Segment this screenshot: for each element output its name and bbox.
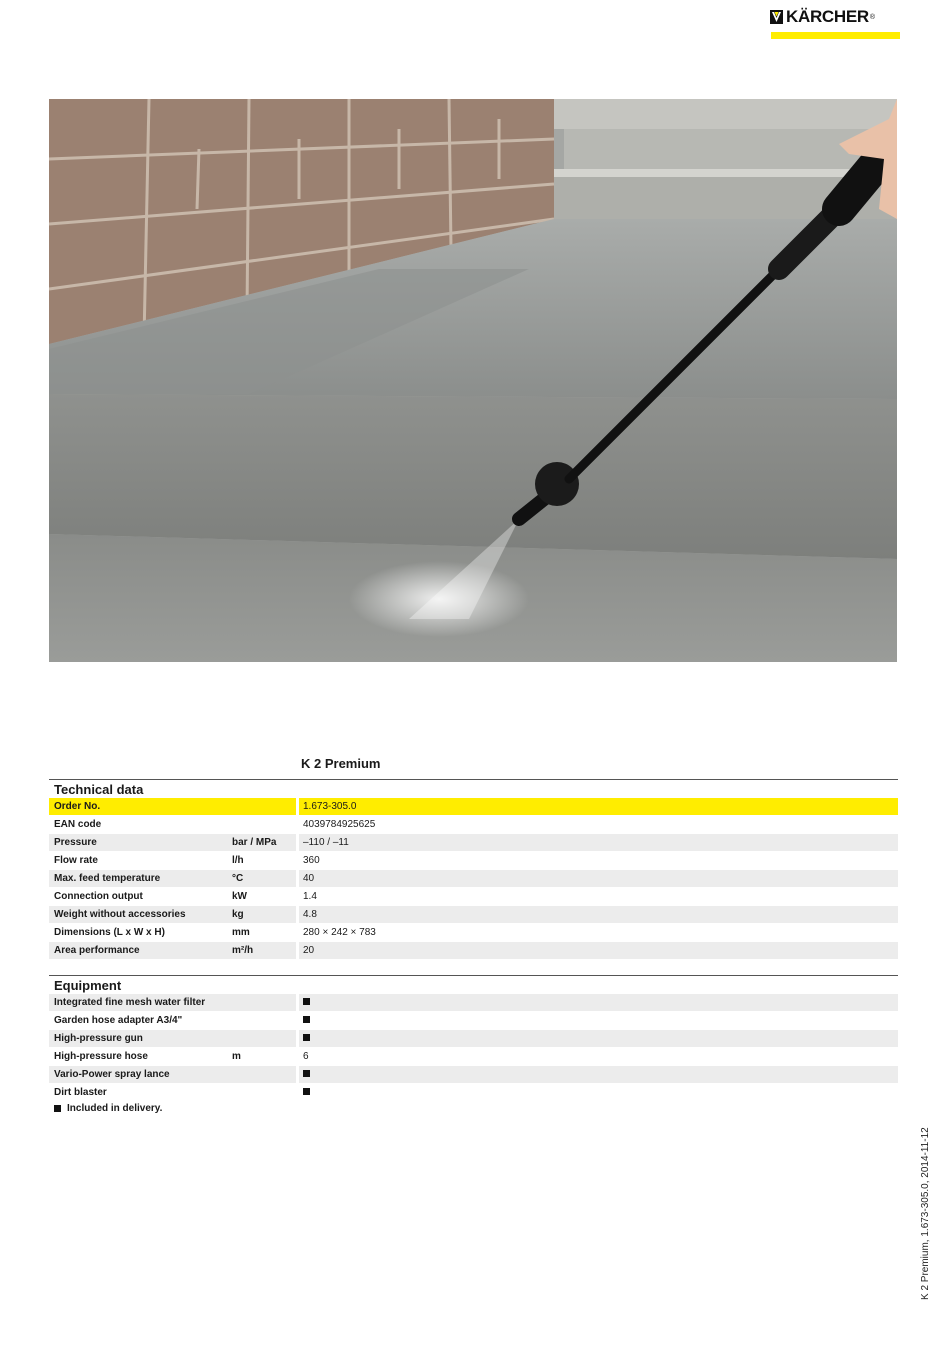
technical-data-title: Technical data xyxy=(54,782,144,797)
equipment-title: Equipment xyxy=(54,978,122,993)
row-unit xyxy=(232,1084,296,1101)
row-label: Garden hose adapter A3/4" xyxy=(54,1015,183,1026)
row-value: 1.4 xyxy=(303,891,317,902)
row-label: High-pressure gun xyxy=(54,1033,143,1044)
table-row xyxy=(49,870,898,887)
table-row xyxy=(49,1084,898,1101)
row-value xyxy=(299,1084,898,1101)
table-row xyxy=(49,816,898,833)
included-note xyxy=(54,1103,162,1114)
table-row xyxy=(49,798,898,815)
row-label: Dirt blaster xyxy=(54,1087,107,1098)
karcher-logo xyxy=(770,6,902,36)
included-note-text: Included in delivery. xyxy=(67,1103,163,1114)
equipment-header xyxy=(49,975,898,994)
row-value xyxy=(299,1066,898,1083)
row-unit xyxy=(232,994,296,1011)
row-label: Connection output xyxy=(54,891,143,902)
row-unit: kg xyxy=(232,909,244,920)
karcher-logo-icon xyxy=(770,10,783,24)
row-label: High-pressure hose xyxy=(54,1051,148,1062)
row-label: Pressure xyxy=(54,837,97,848)
row-label: Weight without accessories xyxy=(54,909,186,920)
row-label: Dimensions (L x W x H) xyxy=(54,927,165,938)
row-unit: mm xyxy=(232,927,250,938)
row-value: 1.673-305.0 xyxy=(303,801,357,812)
table-row xyxy=(49,852,898,869)
vertical-footer: K 2 Premium, 1.673-305.0, 2014-11-12 xyxy=(920,1127,931,1300)
row-value xyxy=(299,994,898,1011)
row-label: Area performance xyxy=(54,945,140,956)
row-unit: °C xyxy=(232,873,244,884)
row-unit xyxy=(232,798,296,815)
registered-mark: ® xyxy=(869,13,876,21)
row-value: 6 xyxy=(303,1051,309,1062)
included-square-icon xyxy=(303,1088,310,1095)
table-row xyxy=(49,888,898,905)
row-value: 360 xyxy=(303,855,320,866)
included-square-icon xyxy=(303,1070,310,1077)
included-square-icon xyxy=(303,1034,310,1041)
technical-data-header xyxy=(49,779,898,798)
row-unit xyxy=(232,1012,296,1029)
row-unit: l/h xyxy=(232,855,244,866)
row-unit xyxy=(232,816,296,833)
equipment-table xyxy=(49,975,898,1102)
table-row xyxy=(49,924,898,941)
table-row xyxy=(49,834,898,851)
row-value: 40 xyxy=(303,873,315,884)
row-label: Order No. xyxy=(54,801,101,812)
row-label: Integrated fine mesh water filter xyxy=(54,997,206,1008)
row-value xyxy=(299,1030,898,1047)
pressure-washer-lance-photo xyxy=(49,99,897,662)
row-value: 4.8 xyxy=(303,909,317,920)
product-photo xyxy=(49,99,897,662)
table-row xyxy=(49,1048,898,1065)
brand-bar xyxy=(771,32,900,39)
included-square-icon xyxy=(54,1105,61,1112)
row-label: Vario-Power spray lance xyxy=(54,1069,170,1080)
row-unit xyxy=(232,1066,296,1083)
technical-data-table xyxy=(49,779,898,960)
row-unit: kW xyxy=(232,891,247,902)
table-row xyxy=(49,1030,898,1047)
product-title: K 2 Premium xyxy=(301,756,381,771)
row-unit xyxy=(232,1030,296,1047)
table-row xyxy=(49,1066,898,1083)
row-value: 20 xyxy=(303,945,315,956)
row-label: Flow rate xyxy=(54,855,98,866)
row-value: 280 × 242 × 783 xyxy=(303,927,376,938)
table-row xyxy=(49,994,898,1011)
row-unit: m²/h xyxy=(232,945,254,956)
row-unit: bar / MPa xyxy=(232,837,277,848)
row-label: Max. feed temperature xyxy=(54,873,161,884)
row-value xyxy=(299,1012,898,1029)
table-row xyxy=(49,1012,898,1029)
included-square-icon xyxy=(303,998,310,1005)
row-label: EAN code xyxy=(54,819,102,830)
brand-name: KÄRCHER xyxy=(786,7,869,26)
row-value: –110 / –11 xyxy=(303,837,349,848)
row-unit: m xyxy=(232,1051,241,1062)
table-row xyxy=(49,906,898,923)
table-row xyxy=(49,942,898,959)
row-value: 4039784925625 xyxy=(303,819,376,830)
included-square-icon xyxy=(303,1016,310,1023)
